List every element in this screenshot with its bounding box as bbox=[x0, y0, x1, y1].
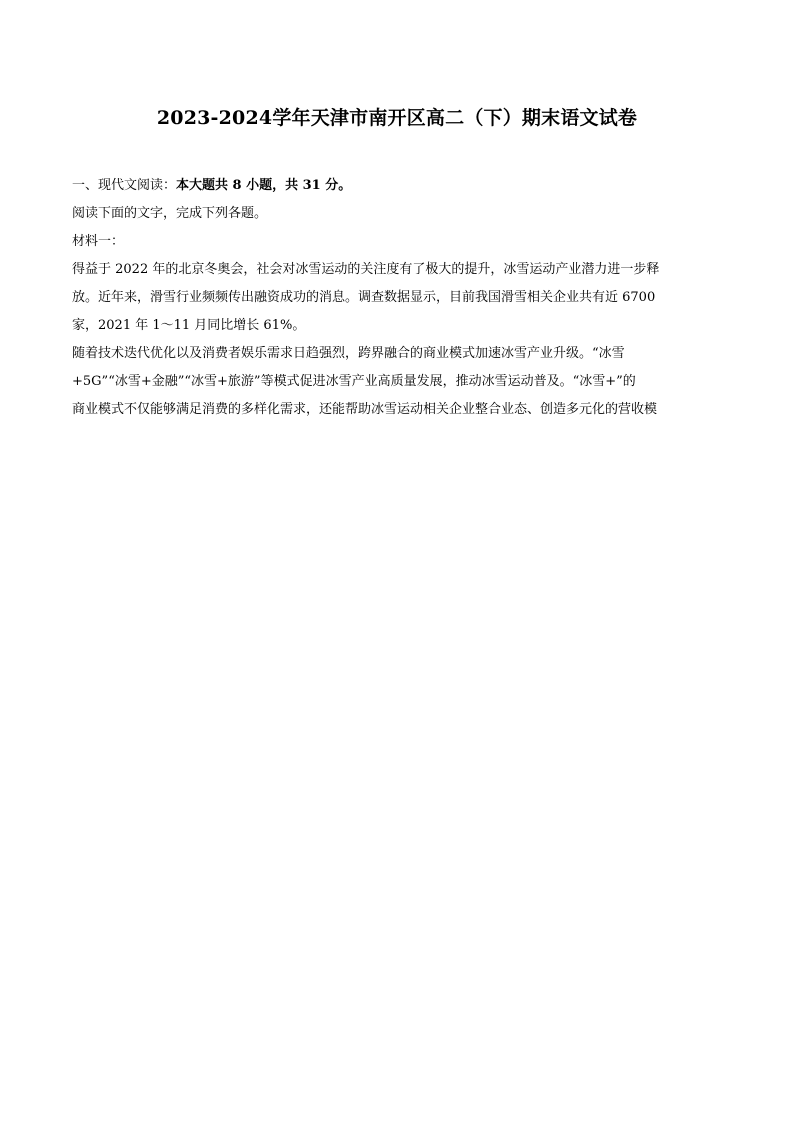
paragraph-1-line: 家，2021 年 1～11 月同比增长 61%。 bbox=[72, 318, 306, 333]
section-heading bbox=[72, 172, 712, 200]
paragraph-2 bbox=[72, 340, 712, 424]
section-heading-detail: 本大题共 8 小题，共 31 分。 bbox=[176, 178, 352, 193]
paragraph-1-line: 放。近年来，滑雪行业频频传出融资成功的消息。调查数据显示，目前我国滑雪相关企业共有近 6700 bbox=[72, 290, 656, 305]
page-title: 2023-2024学年天津市南开区高二（下）期末语文试卷 bbox=[156, 107, 638, 129]
paragraph-1 bbox=[72, 256, 712, 340]
section-heading-prefix: 一、现代文阅读： bbox=[72, 178, 177, 193]
paragraph-2-line: 商业模式不仅能够满足消费的多样化需求，还能帮助冰雪运动相关企业整合业态、创造多元化的营收模 bbox=[72, 402, 658, 417]
document-content bbox=[72, 172, 712, 424]
instruction-text: 阅读下面的文字，完成下列各题。 bbox=[72, 206, 268, 221]
paragraph-2-line: +5G”“冰雪+金融”“冰雪+旅游”等模式促进冰雪产业高质量发展，推动冰雪运动普及。“冰雪+”的 bbox=[72, 374, 636, 389]
paragraph-2-line: 随着技术迭代优化以及消费者娱乐需求日趋强烈，跨界融合的商业模式加速冰雪产业升级。“冰雪 bbox=[72, 346, 625, 361]
paragraph-1-line: 得益于 2022 年的北京冬奥会，社会对冰雪运动的关注度有了极大的提升，冰雪运动产业潜力进一步释 bbox=[72, 262, 660, 277]
material-label: 材料一： bbox=[72, 234, 125, 249]
